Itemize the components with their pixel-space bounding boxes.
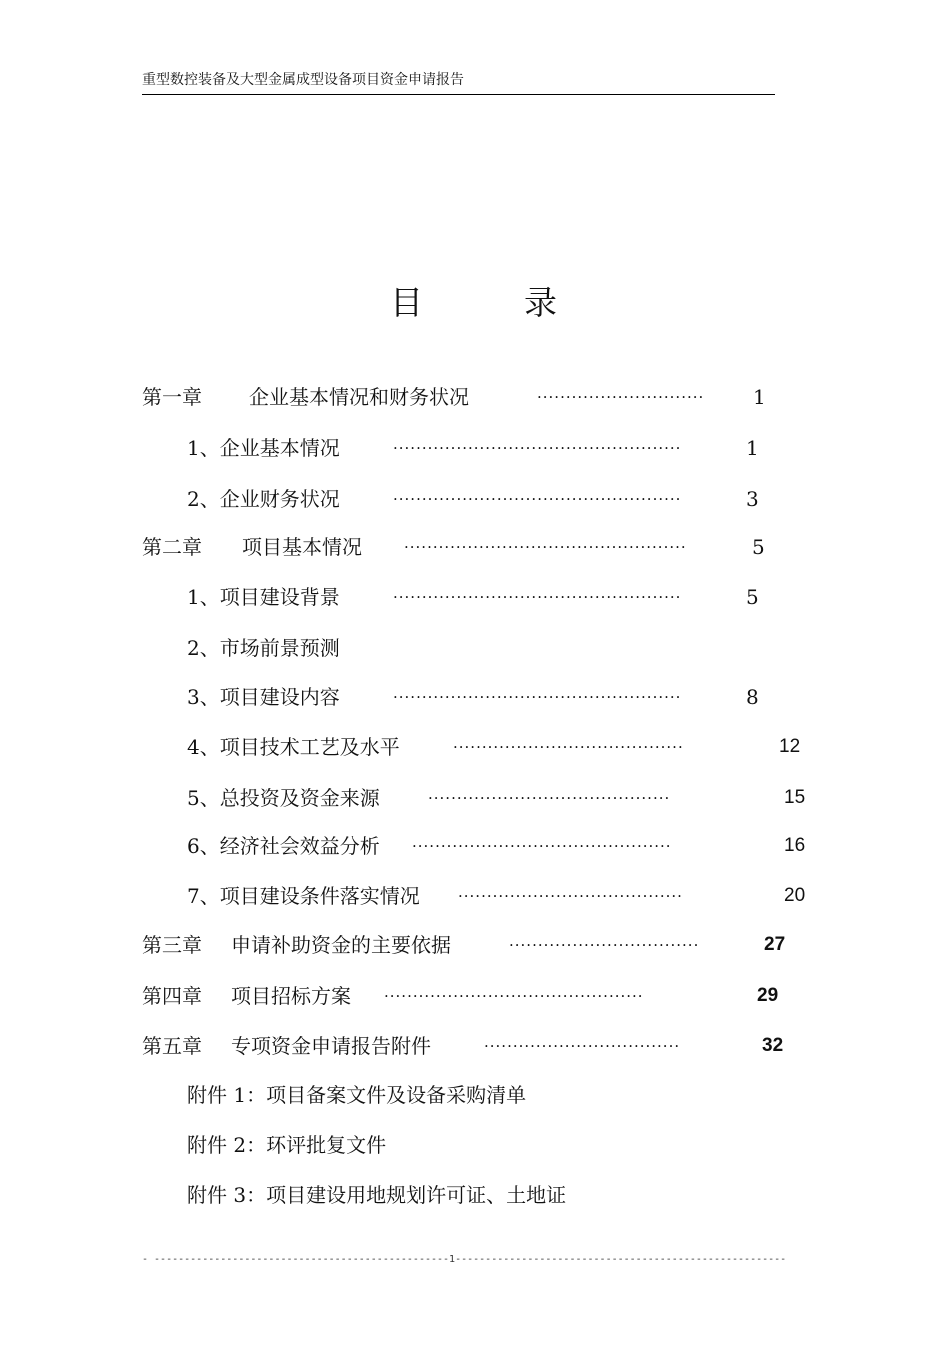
section-title: 1、企业基本情况	[187, 436, 340, 460]
toc-entry-2-2[interactable]	[0, 633, 950, 663]
chapter-number: 第四章	[142, 984, 202, 1008]
section-title: 5、总投资及资金来源	[187, 786, 380, 810]
toc-entry-chapter-3[interactable]	[0, 930, 950, 960]
section-title: 7、项目建设条件落实情况	[187, 884, 420, 908]
leader-dots: ·············································	[412, 837, 672, 855]
page-number: 29	[757, 985, 779, 1006]
toc-entry-2-5[interactable]	[0, 783, 950, 813]
section-title: 4、项目技术工艺及水平	[187, 735, 400, 759]
section-title: 2、市场前景预测	[187, 636, 340, 660]
page-number: 32	[762, 1035, 784, 1056]
toc-title	[0, 281, 950, 325]
page-footer	[142, 1250, 787, 1270]
section-title: 6、经济社会效益分析	[187, 834, 380, 858]
toc-entry-attachment-3[interactable]	[0, 1180, 950, 1210]
chapter-title: 项目基本情况	[242, 535, 362, 559]
page-number: 3	[746, 487, 759, 511]
page-number: 8	[746, 685, 759, 709]
toc-entry-2-3[interactable]	[0, 682, 950, 712]
toc-entry-chapter-2[interactable]	[0, 532, 950, 562]
toc-title-right: 录	[524, 283, 557, 322]
leader-dots: ··········································	[428, 789, 671, 807]
leader-dots: ··················································	[393, 490, 682, 508]
chapter-number: 第一章	[142, 385, 202, 409]
chapter-title: 申请补助资金的主要依据	[231, 933, 451, 957]
page-number: 1	[746, 436, 759, 460]
chapter-number: 第五章	[142, 1034, 202, 1058]
section-title: 3、项目建设内容	[187, 685, 340, 709]
section-title: 2、企业财务状况	[187, 487, 340, 511]
chapter-title: 企业基本情况和财务状况	[249, 385, 469, 409]
leader-dots: ·············································	[384, 987, 644, 1005]
toc-entry-1-1[interactable]	[0, 433, 950, 463]
attachment-title: 附件 3：项目建设用地规划许可证、土地证	[187, 1183, 567, 1207]
footer-page-marker: - -------------------------------------------------1-------------------------------------------------------	[142, 1254, 787, 1265]
running-header	[142, 70, 775, 95]
chapter-number: 第三章	[142, 933, 202, 957]
leader-dots: ········································	[453, 738, 684, 756]
toc-entry-2-7[interactable]	[0, 881, 950, 911]
toc-entry-attachment-1[interactable]	[0, 1080, 950, 1110]
header-title: 重型数控装备及大型金属成型设备项目资金申请报告	[142, 72, 464, 88]
leader-dots: ··················································	[393, 688, 682, 706]
page-number: 12	[779, 736, 801, 757]
page-number: 5	[752, 535, 765, 559]
chapter-number: 第二章	[142, 535, 202, 559]
page-number: 16	[784, 835, 806, 856]
toc-entry-1-2[interactable]	[0, 484, 950, 514]
toc-entry-chapter-1[interactable]	[0, 382, 950, 412]
toc-entry-attachment-2[interactable]	[0, 1130, 950, 1160]
leader-dots: ··················································	[393, 439, 682, 457]
section-title: 1、项目建设背景	[187, 585, 340, 609]
chapter-title: 项目招标方案	[231, 984, 351, 1008]
page-number: 1	[753, 385, 766, 409]
chapter-title: 专项资金申请报告附件	[231, 1034, 431, 1058]
attachment-title: 附件 1：项目备案文件及设备采购清单	[187, 1083, 527, 1107]
leader-dots: ··················································	[393, 588, 682, 606]
page-number: 27	[764, 934, 786, 955]
leader-dots: ··································	[484, 1037, 681, 1055]
leader-dots: ·······································	[458, 887, 683, 905]
page-number: 15	[784, 787, 806, 808]
toc-entry-2-1[interactable]	[0, 582, 950, 612]
attachment-title: 附件 2：环评批复文件	[187, 1133, 387, 1157]
leader-dots: ·································	[509, 936, 700, 954]
toc-entry-chapter-5[interactable]	[0, 1031, 950, 1061]
page-number: 5	[746, 585, 759, 609]
page-number: 20	[784, 885, 806, 906]
leader-dots: ·····························	[537, 388, 705, 406]
toc-entry-2-4[interactable]	[0, 732, 950, 762]
toc-entry-2-6[interactable]	[0, 831, 950, 861]
leader-dots: ·················································	[404, 538, 687, 556]
toc-entry-chapter-4[interactable]	[0, 981, 950, 1011]
toc-title-left: 目	[390, 283, 423, 322]
